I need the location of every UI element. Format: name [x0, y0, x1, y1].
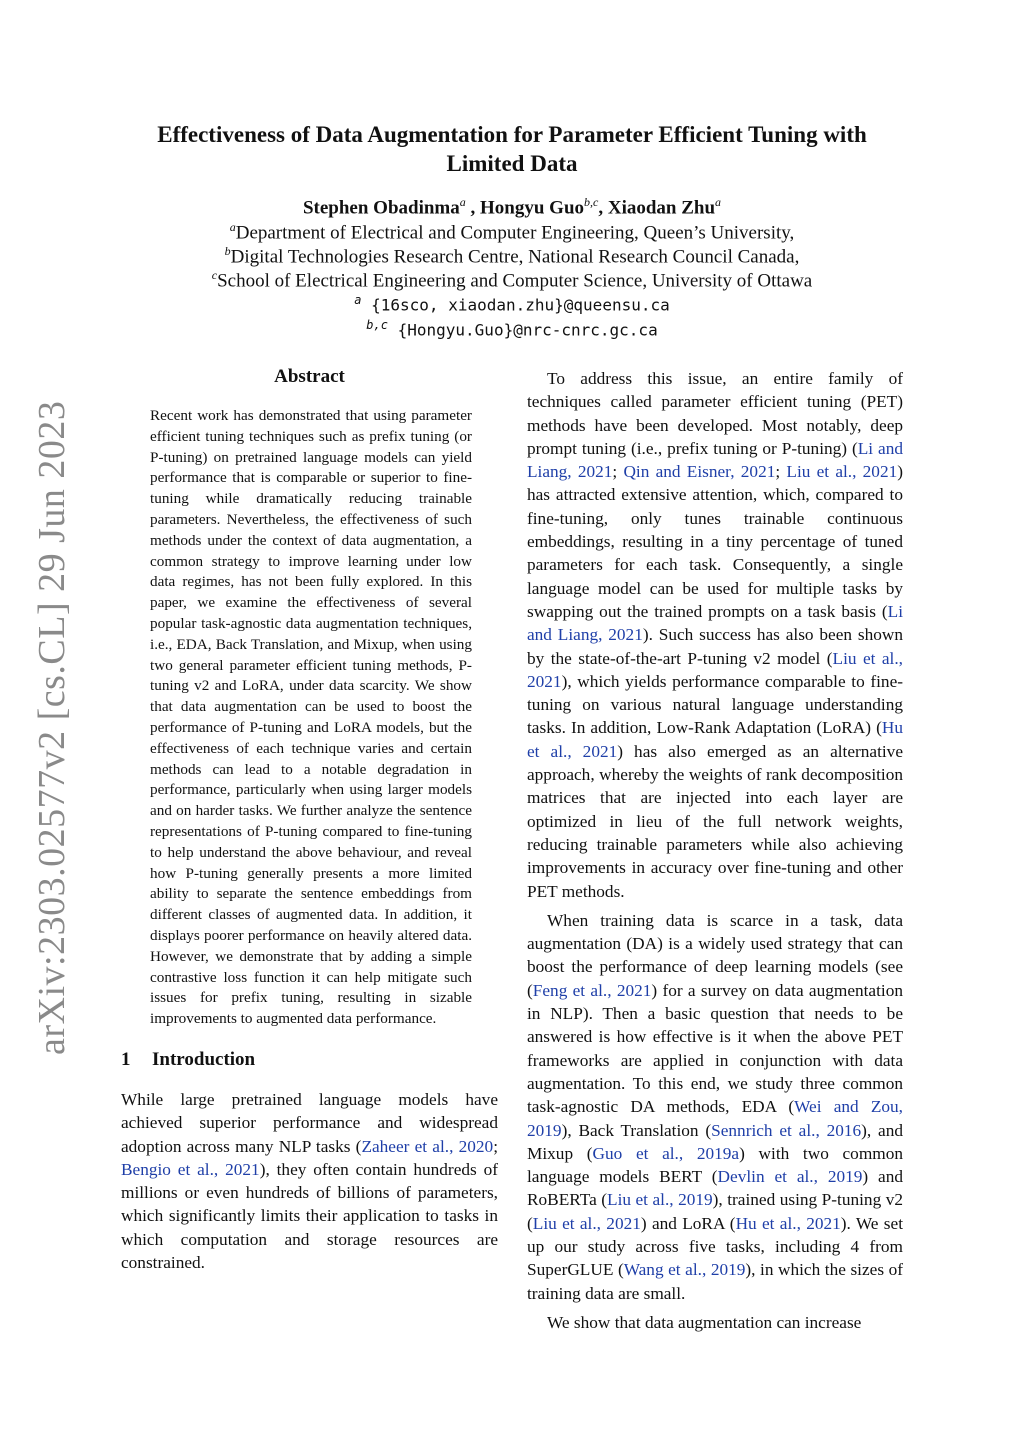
citation-link[interactable]: Zaheer et al., 2020: [361, 1136, 494, 1156]
left-column: [121, 365, 498, 1274]
affiliation-text: School of Electrical Engineering and Computer Science, University of Ottawa: [217, 270, 813, 292]
email-text: {Hongyu.Guo}@nrc-cnrc.gc.ca: [397, 320, 658, 340]
email-text: {16sco, xiaodan.zhu}@queensu.ca: [371, 295, 670, 315]
author-name: Hongyu Guo: [480, 197, 585, 219]
author-email: [120, 313, 904, 342]
affiliation-mark: a: [229, 220, 236, 234]
paper-title: Effectiveness of Data Augmentation for Parameter Efficient Tuning with Limited Data: [157, 122, 867, 176]
author-name: Stephen Obadinma: [302, 197, 460, 219]
citation-link[interactable]: Bengio et al., 2021: [121, 1159, 260, 1179]
arxiv-identifier-stamp: arXiv:2303.02577v2 [cs.CL] 29 Jun 2023: [31, 400, 73, 1055]
citation-link[interactable]: Liu et al., 2019: [607, 1190, 713, 1210]
author-affiliation-mark: a: [459, 195, 466, 209]
citation-link[interactable]: Liu et al., 2021: [532, 1213, 641, 1233]
citation-link[interactable]: Sennrich et al., 2016: [711, 1120, 862, 1140]
affiliation-mark: c: [211, 268, 218, 282]
citation-link[interactable]: Wang et al., 2019: [623, 1260, 746, 1280]
introduction-heading: [121, 1048, 498, 1072]
body-paragraph: We show that data augmentation can increase: [547, 1312, 862, 1332]
citation-link[interactable]: Feng et al., 2021: [532, 980, 652, 1000]
email-mark: b,c: [366, 318, 388, 332]
right-column: [527, 367, 903, 1334]
citation-link[interactable]: Hu et al., 2021: [735, 1213, 841, 1233]
citation-link[interactable]: Li and Liang, 2021: [527, 438, 903, 482]
citation-link[interactable]: Li and Liang, 2021: [527, 601, 903, 645]
affiliation-mark: b: [224, 244, 231, 258]
author-affiliation-mark: a: [715, 195, 722, 209]
body-paragraph: To address this issue, an entire family of techniques called parameter efficient tuning (PET) methods have been developed. Most notably, deep prompt tuning (i.e., prefix tuning or P-tuning) (Li and Liang, 2021; Qin and Eisner, 2021; Liu et al., 2021) has attracted extensive attention, which, compared to fine-tuning, only tunes trainable continuous embeddings, resulting in a tiny percentage of tuned parameters for each task. Consequently, a single language model can be used for multiple tasks by swapping out the trained prompts on a task basis (Li and Liang, 2021). Such success has also been shown by the state-of-the-art P-tuning v2 model (Liu et al., 2021), which yields performance comparable to fine-tuning on various natural language understanding tasks. In addition, Low-Rank Adaptation (LoRA) (Hu et al., 2021) has also emerged as an alternative approach, whereby the weights of rank decomposition matrices that are injected into each layer are optimized in lieu of the full network weights, reducing trainable parameters while also achieving improvements in accuracy over fine-tuning and other PET methods.: [527, 369, 903, 901]
citation-link[interactable]: Qin and Eisner, 2021: [623, 462, 776, 482]
citation-link[interactable]: Wei and Zou, 2019: [527, 1097, 903, 1140]
citation-link[interactable]: Liu et al., 2021: [527, 648, 903, 691]
abstract-body: Recent work has demonstrated that using parameter efficient tuning techniques such as prefix tuning (or P-tuning) on pretrained language models can yield performance that is comparable or superior to fine-tuning while dramatically reducing trainable parameters. Nevertheless, the effectiveness of such methods under the context of data augmentation, a common strategy to improve learning under low data regimes, has not been fully explored. In this paper, we examine the effectiveness of several popular task-agnostic data augmentation techniques, i.e., EDA, Back Translation, and Mixup, when using two general parameter efficient tuning methods, P-tuning v2 and LoRA, under data scarcity. We show that data augmentation can be used to boost the performance of P-tuning and LoRA models, but the effectiveness of each technique varies and certain methods can lead to a notable degradation in performance, particularly when using larger models and on harder tasks. We further analyze the sentence representations of P-tuning compared to fine-tuning to help understand the above behaviour, and reveal how P-tuning generally presents a more limited ability to separate the sentence embeddings from different classes of augmented data. In addition, it displays poorer performance on heavily altered data. However, we demonstrate that by adding a simple contrastive loss function it can help mitigate such issues for prefix tuning, resulting in sizable improvements to augmented data performance.: [150, 407, 472, 1028]
citation-link[interactable]: Guo et al., 2019a: [592, 1143, 740, 1163]
abstract-heading: Abstract: [274, 366, 345, 387]
introduction-paragraph: While large pretrained language models have achieved superior performance and widespread adoption across many NLP tasks (Zaheer et al., 2020; Bengio et al., 2021), they often contain hundreds of millions or even hundreds of billions of parameters, which significantly limits their application to tasks in which computation and storage resources are constrained.: [121, 1089, 498, 1272]
section-number: 1: [121, 1048, 131, 1070]
body-paragraph: When training data is scarce in a task, data augmentation (DA) is a widely used strategy that can boost the performance of deep learning models (see (Feng et al., 2021) for a survey on data augmentation in NLP). Then a basic question that needs to be answered is how effective is it when the above PET frameworks are applied in conjunction with data augmentation. To this end, we study three common task-agnostic DA methods, EDA (Wei and Zou, 2019), Back Translation (Sennrich et al., 2016), and Mixup (Guo et al., 2019a) with two common language models BERT (Devlin et al., 2019) and RoBERTa (Liu et al., 2019), trained using P-tuning v2 (Liu et al., 2021) and LoRA (Hu et al., 2021). We set up our study across five tasks, including 4 from SuperGLUE (Wang et al., 2019), in which the sizes of training data are small.: [527, 910, 904, 1303]
section-title: Introduction: [152, 1048, 256, 1070]
author-name: Xiaodan Zhu: [607, 197, 716, 219]
author-affiliation-mark: b,c: [584, 195, 599, 209]
citation-link[interactable]: Liu et al., 2021: [786, 462, 898, 482]
affiliation-text: Digital Technologies Research Centre, National Research Council Canada,: [230, 246, 800, 268]
email-mark: a: [354, 293, 362, 307]
author-list: Stephen Obadinma$^a$ , Hongyu Guo$^{b,c}$, Xiaodan Zhu$^a$: [302, 195, 722, 219]
citation-link[interactable]: Devlin et al., 2019: [717, 1167, 863, 1187]
affiliation-text: Department of Electrical and Computer Engineering, Queen’s University,: [235, 222, 795, 244]
citation-link[interactable]: Hu et al., 2021: [527, 718, 903, 761]
